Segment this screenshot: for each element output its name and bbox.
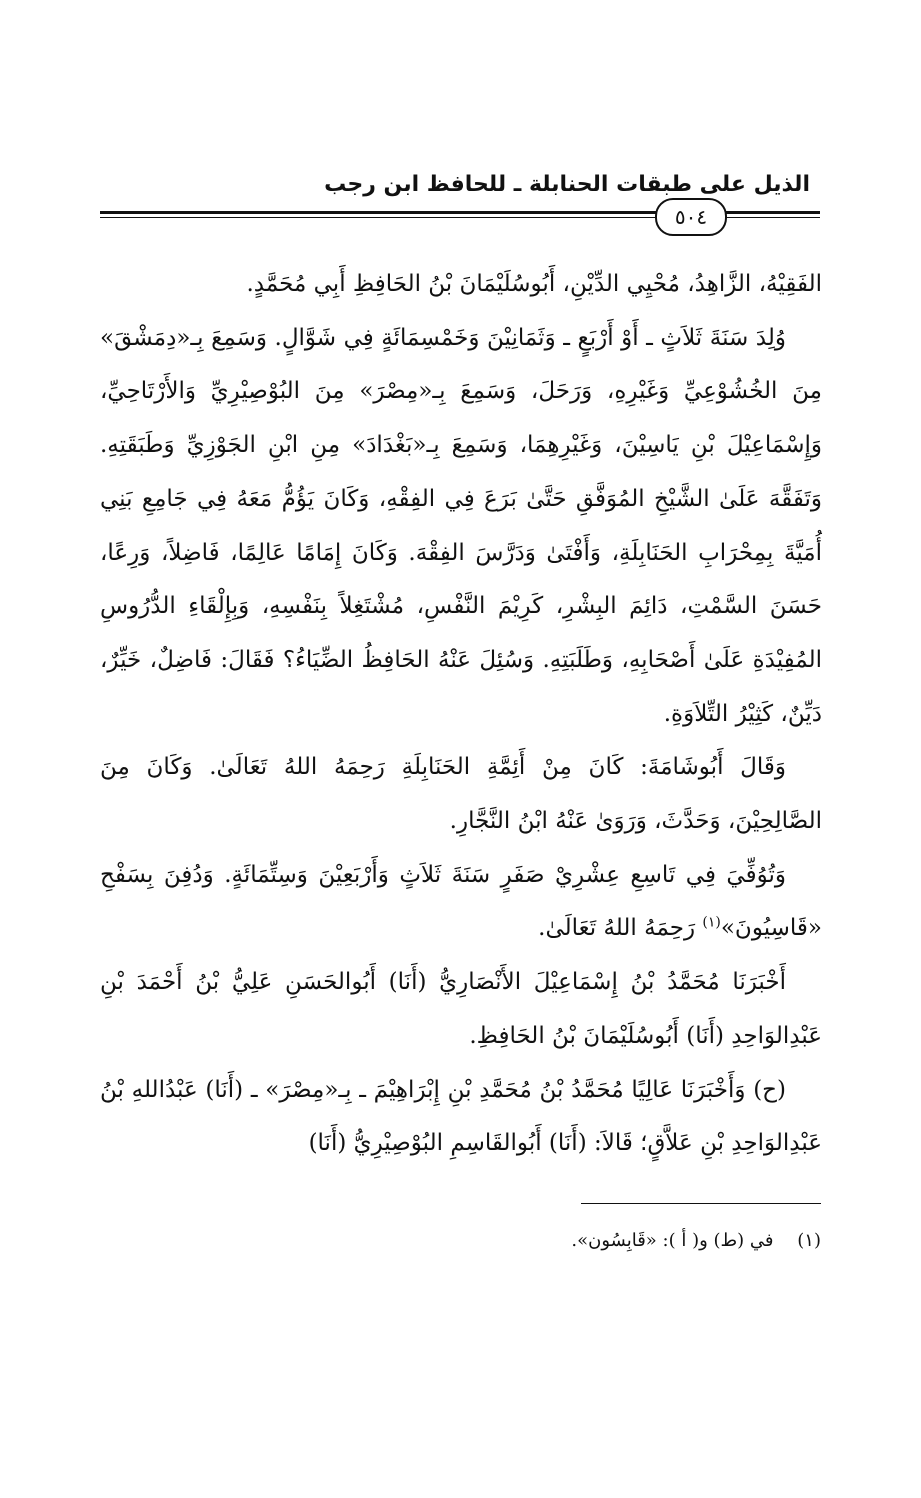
footnote-number: (١) <box>797 1230 821 1251</box>
death-text: وَتُوُفِّيَ فِي تَاسِعِ عِشْرِيْ صَفَرٍ سَنَةَ ثَلاَثٍ وَأَرْبَعِيْنَ وَسِتِّمَائَةٍ. وَدُفِنَ بِسَفْحِ «قَاسِيُونَ» <box>100 861 822 942</box>
footnote <box>99 1227 821 1255</box>
footnote-separator <box>581 1203 821 1204</box>
paragraph-biography: وُلِدَ سَنَةَ ثَلاَثٍ ـ أَوْ أَرْبَعٍ ـ وَثَمَانِيْنَ وَخَمْسِمَائَةٍ فِي شَوَّالٍ. وَسَمِعَ بِـ«دِمَشْقَ» مِنَ الخُشُوْعِيِّ وَغَيْرِهِ، وَرَحَلَ، وَسَمِعَ بِـ«مِصْرَ» مِنَ البُوْصِيْرِيِّ وَالأَرْتَاحِيِّ، وَإِسْمَاعِيْلَ بْنِ يَاسِيْنَ، وَغَيْرِهِمَا، وَسَمِعَ بِـ«بَغْدَادَ» مِنِ ابْنِ الجَوْزِيِّ وَطَبَقَتِهِ. وَتَفَقَّهَ عَلَىٰ الشَّيْخِ المُوَفَّقِ حَتَّىٰ بَرَعَ فِي الفِقْهِ، وَكَانَ يَؤُمُّ مَعَهُ فِي جَامِعِ بَنِي أُمَيَّةَ بِمِحْرَابِ الحَنَابِلَةِ، وَأَفْتَىٰ وَدَرَّسَ الفِقْهَ. وَكَانَ إِمَامًا عَالِمًا، فَاضِلاً، وَرِعًا، حَسَنَ السَّمْتِ، دَائِمَ البِشْرِ، كَرِيْمَ النَّفْسِ، مُشْتَغِلاً بِنَفْسِهِ، وَبِإِلْقَاءِ الدُّرُوسِ المُفِيْدَةِ عَلَىٰ أَصْحَابِهِ، وَطَلَبَتِهِ. وَسُئِلَ عَنْهُ الحَافِظُ الضِّيَاءُ؟ فَقَالَ: فَاضِلٌ، خَيِّرٌ، دَيِّنٌ، كَثِيْرُ التِّلاَوَةِ. <box>100 324 822 727</box>
paragraph-name-line: الفَقِيْهُ، الزَّاهِدُ، مُحْيِي الدِّيْنِ، أَبُوسُلَيْمَانَ بْنُ الحَافِظِ أَبِي مُحَمَّدٍ. <box>246 271 822 297</box>
paragraph-death <box>100 849 822 956</box>
paragraph-abu-shama: وَقَالَ أَبُوشَامَةَ: كَانَ مِنْ أَئِمَّةِ الحَنَابِلَةِ رَحِمَهُ اللهُ تَعَالَىٰ. وَكَانَ مِنَ الصَّالِحِيْنَ، وَحَدَّثَ، وَرَوَىٰ عَنْهُ ابْنُ النَّجَّارِ. <box>100 754 822 835</box>
footnote-reference: (١) <box>702 914 721 931</box>
paragraph-isnad-1: أَخْبَرَنَا مُحَمَّدُ بْنُ إِسْمَاعِيْلَ الأَنْصَارِيُّ (أَنَا) أَبُوالحَسَنِ عَلِيُّ بْنُ أَحْمَدَ بْنِ عَبْدِالوَاحِدِ (أَنَا) أَبُوسُلَيْمَانَ بْنُ الحَافِظِ. <box>100 969 822 1049</box>
main-text <box>100 258 822 1171</box>
death-text-tail: رَحِمَهُ اللهُ تَعَالَىٰ. <box>538 915 696 942</box>
page-number: ٥٠٤ <box>655 198 727 236</box>
paragraph-isnad-2: (ح) وَأَخْبَرَنَا عَالِيًا مُحَمَّدُ بْنُ مُحَمَّدِ بْنِ إِبْرَاهِيْمَ ـ بِـ«مِصْرَ» ـ (أَنَا) عَبْدُاللهِ بْنُ عَبْدِالوَاحِدِ بْنِ عَلاَّقٍ؛ قَالاَ: (أَنَا) أَبُوالقَاسِمِ البُوْصِيْرِيُّ (أَنَا) <box>100 1076 822 1157</box>
footnote-text: في (ط) و( أ ): «قَابِسُون». <box>571 1230 774 1251</box>
book-title: الذيل على طبقات الحنابلة ـ للحافظ ابن رجب <box>324 172 810 197</box>
running-header <box>100 168 820 248</box>
